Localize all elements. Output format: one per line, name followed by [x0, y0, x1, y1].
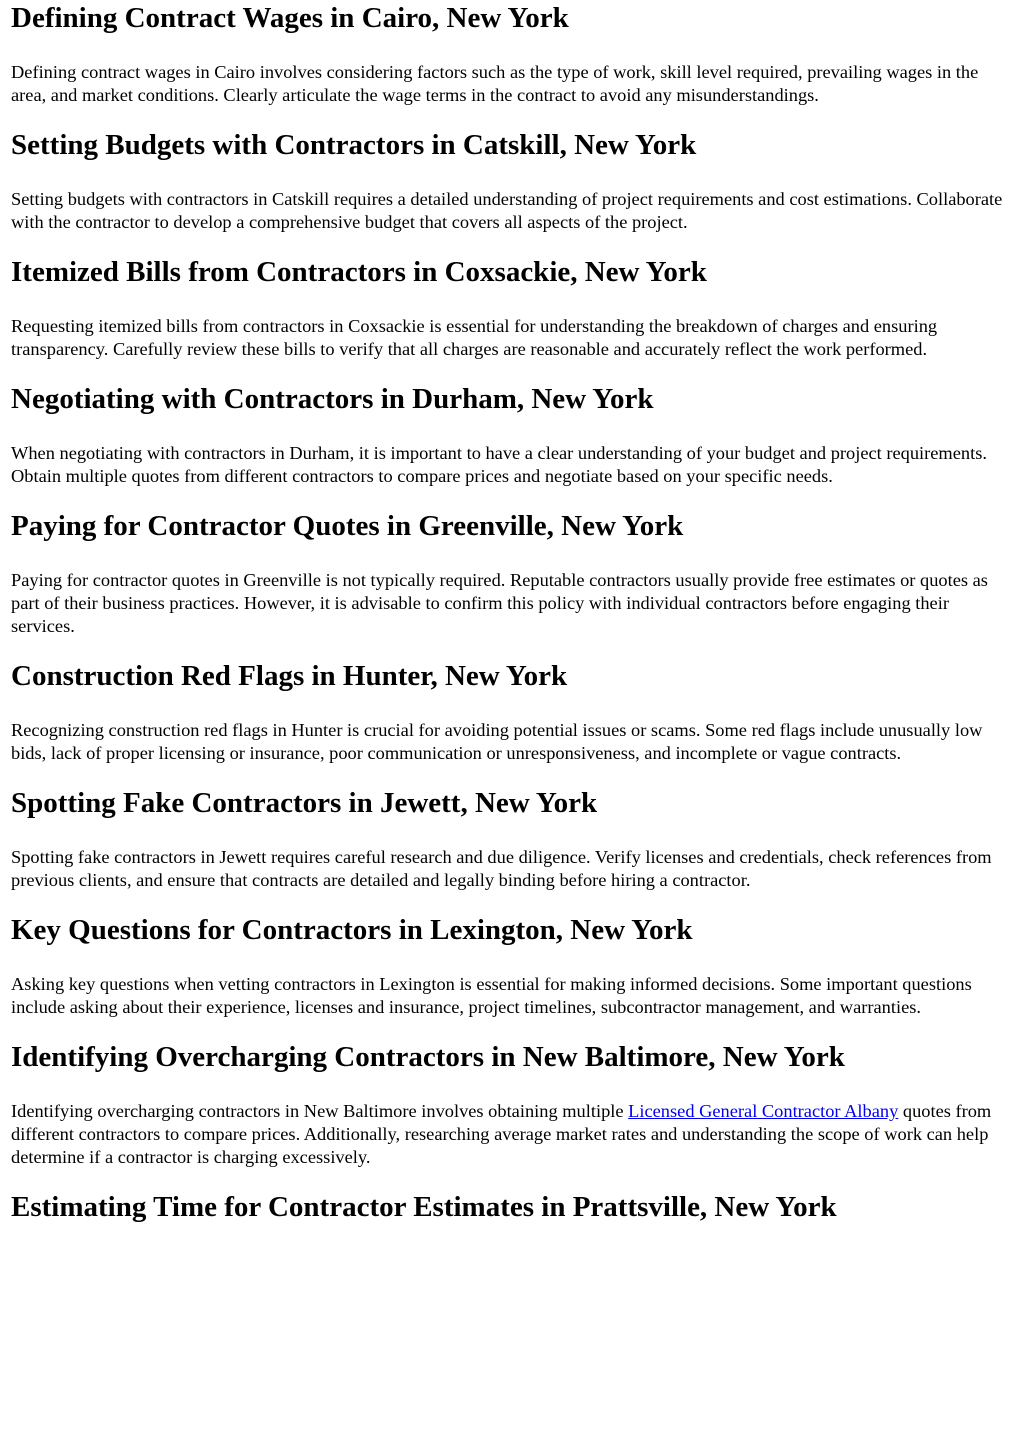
section-body: Recognizing construction red flags in Hunter is crucial for avoiding potential issues or scams. Some red flags include unusually low bids, lack of proper licensing or insurance, poor communication or unresponsiveness, and incomplete or vague contracts. — [11, 720, 983, 763]
section-heading: Paying for Contractor Quotes in Greenville, New York — [11, 510, 684, 542]
section-jewett — [11, 786, 1013, 892]
section-heading: Estimating Time for Contractor Estimates in Prattsville, New York — [11, 1191, 837, 1223]
section-body: Asking key questions when vetting contractors in Lexington is essential for making informed decisions. Some important questions include asking about their experience, licenses and insurance, project timelines, subcontractor management, and warranties. — [11, 974, 972, 1017]
document-page — [0, 1, 1024, 1224]
section-heading: Identifying Overcharging Contractors in New Baltimore, New York — [11, 1041, 845, 1073]
section-catskill — [11, 128, 1013, 234]
section-heading: Construction Red Flags in Hunter, New York — [11, 660, 568, 692]
section-coxsackie — [11, 255, 1013, 361]
section-body: Paying for contractor quotes in Greenville is not typically required. Reputable contractors usually provide free estimates or quotes as part of their business practices. However, it is advisable to confirm this policy with individual contractors before engaging their services. — [11, 570, 988, 636]
body-text-after-link: quotes from different contractors to compare prices. Additionally, researching average market rates and understanding the scope of work can help determine if a contractor is charging excessively. — [11, 1101, 992, 1167]
section-greenville — [11, 509, 1013, 638]
contractor-albany-link[interactable]: Licensed General Contractor Albany — [628, 1101, 899, 1121]
section-new-baltimore — [11, 1040, 1013, 1169]
section-body — [11, 1100, 1013, 1169]
section-body: Defining contract wages in Cairo involves considering factors such as the type of work, skill level required, prevailing wages in the area, and market conditions. Clearly articulate the wage terms in the contract to avoid any misunderstandings. — [11, 62, 979, 105]
section-prattsville — [11, 1190, 1013, 1224]
section-heading: Negotiating with Contractors in Durham, New York — [11, 383, 654, 415]
section-heading: Defining Contract Wages in Cairo, New York — [11, 2, 569, 34]
section-durham — [11, 382, 1013, 488]
section-lexington — [11, 913, 1013, 1019]
section-hunter — [11, 659, 1013, 765]
section-cairo — [11, 1, 1013, 107]
section-heading: Setting Budgets with Contractors in Catskill, New York — [11, 129, 697, 161]
section-body: Setting budgets with contractors in Catskill requires a detailed understanding of project requirements and cost estimations. Collaborate with the contractor to develop a comprehensive budget that covers all aspects of the project. — [11, 189, 1003, 232]
body-text-before-link: Identifying overcharging contractors in New Baltimore involves obtaining multiple — [11, 1101, 629, 1121]
section-body: When negotiating with contractors in Durham, it is important to have a clear understanding of your budget and project requirements. Obtain multiple quotes from different contractors to compare prices and negotiate based on your specific needs. — [11, 443, 987, 486]
section-heading: Key Questions for Contractors in Lexington, New York — [11, 914, 693, 946]
section-body: Spotting fake contractors in Jewett requires careful research and due diligence. Verify licenses and credentials, check references from previous clients, and ensure that contracts are detailed and legally binding before hiring a contractor. — [11, 847, 992, 890]
section-heading: Itemized Bills from Contractors in Coxsackie, New York — [11, 256, 707, 288]
section-heading: Spotting Fake Contractors in Jewett, New York — [11, 787, 598, 819]
section-body: Requesting itemized bills from contractors in Coxsackie is essential for understanding the breakdown of charges and ensuring transparency. Carefully review these bills to verify that all charges are reasonable and accurately reflect the work performed. — [11, 316, 938, 359]
